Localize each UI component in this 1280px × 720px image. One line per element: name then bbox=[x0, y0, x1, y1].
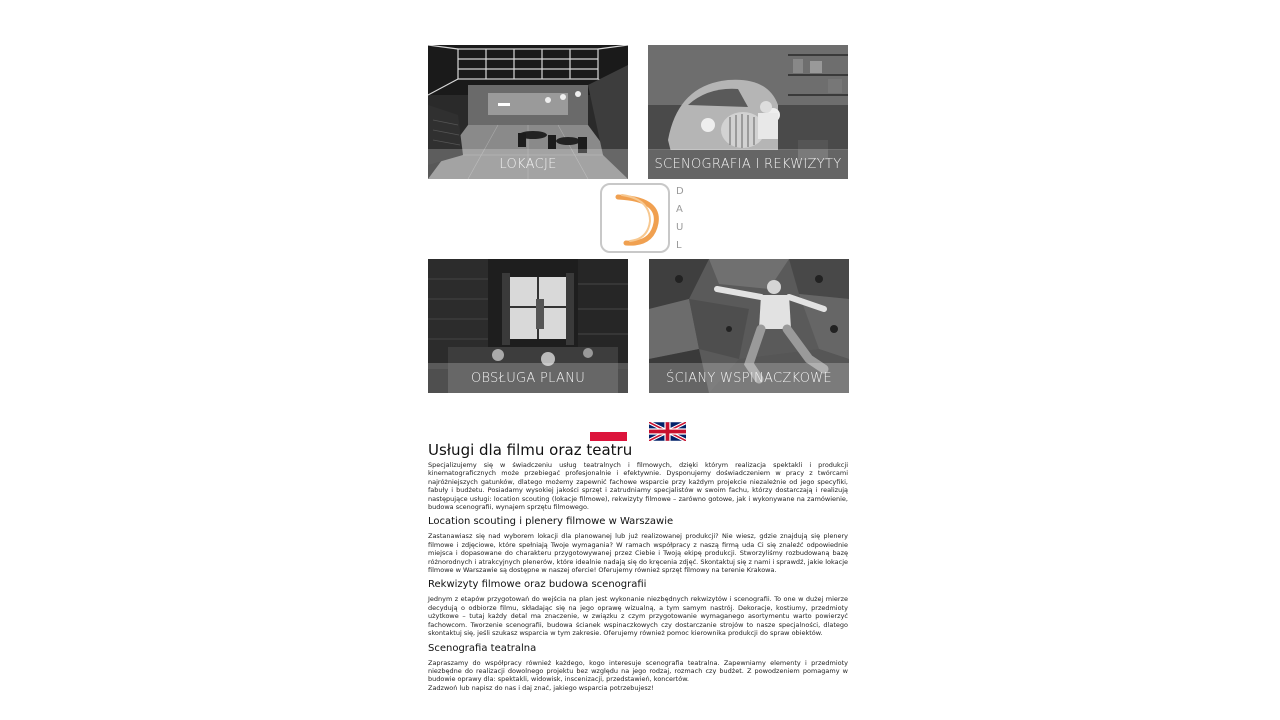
tile-obsluga-planu[interactable] bbox=[428, 259, 628, 393]
language-en-flag-icon[interactable] bbox=[649, 422, 686, 441]
caption-bar bbox=[649, 363, 849, 393]
section-heading: Scenografia teatralna bbox=[428, 642, 537, 654]
page-title: Usługi dla filmu oraz teatru bbox=[428, 441, 633, 459]
logo-letter: D bbox=[676, 186, 684, 197]
logo-letter: A bbox=[676, 204, 683, 215]
tile-scenografia-i-rekwizyty[interactable] bbox=[648, 45, 848, 179]
caption-bar bbox=[648, 149, 848, 179]
intro-paragraph: Specjalizujemy się w świadczeniu usług teatralnych i filmowych, dzięki którym realizacja spektakli i produkcji kinematograficznych może przebiegać profesjonalnie i efektywnie. Dysponujemy doświadczeniem w pracy z twórcami najróżniejszych gatunków, dlatego możemy zapewnić fachowe wsparcie przy każdym projekcie niezależnie od jego specyfiki, fabuły i budżetu. Posiadamy wysokiej jakości sprzęt i zatrudniamy specjalistów w swoim fachu, którzy dostarczają i realizują następujące usługi: location scouting (lokacje filmowe), rekwizyty filmowe – zarówno gotowe, jak i wykonywane na zamówienie, budowa scenografii, wynajem sprzętu filmowego. bbox=[428, 461, 848, 512]
section-heading: Rekwizyty filmowe oraz budowa scenografii bbox=[428, 579, 647, 591]
section-text: Zastanawiasz się nad wyborem lokacji dla planowanej lub już realizowanej produkcji? Nie wiesz, gdzie znajdują się plenery filmowe i zdjęciowe, które spełniają Twoje wymagania? W ramach współpracy z naszą firmą uda Ci się znaleźć odpowiednie miejsca i dopasowane do charakteru przygotowywanej przez Ciebie i Twoją ekipę produkcji. Stworzyliśmy rozbudowaną bazę różnorodnych i atrakcyjnych plenerów, które idealnie nadają się do kręcenia zdjęć. Skontaktuj się z nami i sprawdź, jakie lokacje filmowe w Warszawie są dostępne w naszej ofercie! Oferujemy również sprzęt filmowy na terenie Krakowa. bbox=[428, 532, 848, 575]
caption-bar bbox=[428, 363, 628, 393]
tile-sciany-wspinaczkowe[interactable] bbox=[649, 259, 849, 393]
language-pl-flag-icon[interactable] bbox=[590, 422, 627, 441]
section-heading: Location scouting i plenery filmowe w Warszawie bbox=[428, 516, 674, 528]
logo-swoosh-icon bbox=[602, 185, 668, 251]
tile-caption: LOKACJE bbox=[499, 156, 557, 172]
daul-logo[interactable] bbox=[600, 183, 670, 253]
tile-caption: ŚCIANY WSPINACZKOWE bbox=[666, 370, 832, 386]
flag-stripe-red bbox=[590, 432, 627, 442]
section-text: Jednym z etapów przygotowań do wejścia na plan jest wykonanie niezbędnych rekwizytów i scenografii. To one w dużej mierze decydują o odbiorze filmu, składając się na jego oprawę wizualną, a tym samym nastrój. Dekoracje, kostiumy, przedmioty użytkowe – tutaj każdy detal ma znaczenie, w związku z czym przygotowanie wymaganego asortymentu warto powierzyć fachowcom. Tworzenie scenografii, budowa ścianek wspinaczkowych czy dostarczanie strojów to nasze specjalności, dlatego skontaktuj się, jeśli szukasz wsparcia w tym zakresie. Oferujemy również pomoc kierownika produkcji do spraw obiektów. bbox=[428, 595, 848, 638]
logo-lettering bbox=[676, 186, 684, 251]
logo-letter: U bbox=[676, 222, 684, 233]
tile-lokacje[interactable] bbox=[428, 45, 628, 179]
caption-bar bbox=[428, 149, 628, 179]
tile-caption: SCENOGRAFIA I REKWIZYTY bbox=[654, 156, 842, 172]
logo-letter: L bbox=[676, 240, 682, 251]
flag-stripe-white bbox=[590, 422, 627, 432]
main-content bbox=[428, 441, 848, 692]
section-text: Zapraszamy do współpracy również każdego, kogo interesuje scenografia teatralna. Zapewniamy elementy i przedmioty niezbędne do realizacji dowolnego projektu bez względu na jego rodzaj, rozmach czy budżet. Z powodzeniem pomagamy w budowie oprawy dla: spektakli, widowisk, inscenizacji, przedstawień, koncertów. bbox=[428, 658, 848, 684]
closing-text: Zadzwoń lub napisz do nas i daj znać, jakiego wsparcia potrzebujesz! bbox=[428, 683, 654, 692]
tile-caption: OBSŁUGA PLANU bbox=[470, 370, 586, 386]
